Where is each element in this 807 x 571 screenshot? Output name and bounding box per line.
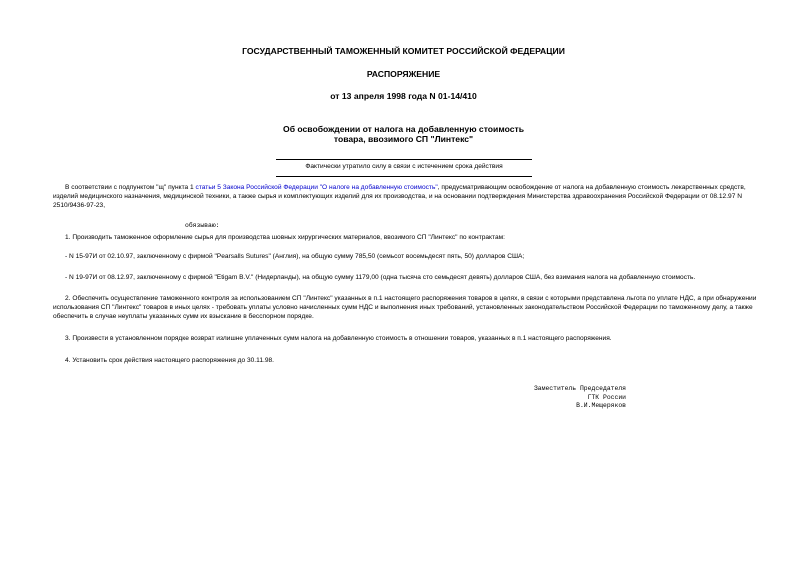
document-type: РАСПОРЯЖЕНИЕ [366,69,441,79]
signature-block [524,385,626,411]
preamble-text-end: , предусматривающим освобождение от налога на добавленную стоимость лекарственных средств, изделий медицинского назначения, медицинской техники, а также сырья и комплектующих изделий для их производства, и на основании подтверждения Министерства здравоохранения Российской Федерации от 08.12.97 N 2510/9436-97-23, [53,184,746,209]
issuer-heading: ГОСУДАРСТВЕННЫЙ ТАМОЖЕННЫЙ КОМИТЕТ РОССИЙСКОЙ ФЕДЕРАЦИИ [242,46,565,56]
status-note: Фактически утратило силу в связи с истечением срока действия [305,163,503,170]
item-4: 4. Установить срок действия настоящего распоряжения до 30.11.98. [65,357,274,364]
item-1: 1. Производить таможенное оформление сырья для производства шовных хирургических материалов, ввозимого СП "Линтекс" по контрактам: [65,234,505,241]
document-date-number: от 13 апреля 1998 года N 01-14/410 [330,91,477,101]
signatory-name: В.И.Мещеряков [576,402,626,410]
item-3: 3. Произвести в установленном порядке возврат излишне уплаченных сумм налога на добавленную стоимость в отношении товаров, указанных в п.1 настоящего распоряжения. [65,335,612,342]
status-rule-top [276,159,532,160]
item-2: 2. Обеспечить осуществление таможенного контроля за использованием СП "Линтекс" указанных в п.1 настоящего распоряжения товаров в целях, в связи с которыми представлена льгота по уплате НДС, а при обнаружении использования СП "Линтекс" товаров в иных целях - требовать уплаты условно начисленных сумм НДС и выполнения иных требований, установленных законодательством Российской Федерации по таможенному делу, а также обеспечить в случае неуплаты указанных сумм их взыскание в бесспорном порядке. [53,295,757,320]
item-1-contract-2: - N 19-97И от 08.12.97, заключенному с фирмой "Etigam B.V." (Нидерланды), на общую сумму 1179,00 (одна тысяча сто семьдесят девять) долларов США, без взимания налога на добавленную стоимость. [65,274,696,281]
document-title-line-1: Об освобождении от налога на добавленную стоимость [283,124,524,134]
resolve-word: обязываю: [185,222,220,229]
preamble-text-start: В соответствии с подпунктом "щ" пункта 1 [65,184,196,191]
signatory-position: Заместитель Председателя [533,385,626,392]
item-1-contract-1: - N 15-97И от 02.10.97, заключенному с фирмой "Pearsalls Sutures" (Англия), на общую сумму 785,50 (семьсот восемьдесят пять, 50) долларов США; [65,253,525,260]
status-rule-bottom [276,176,532,177]
law-article-link[interactable]: статьи 5 Закона Российской Федерации "О налоге на добавленную стоимость" [195,184,438,191]
signatory-organization: ГТК России [587,393,626,401]
preamble-paragraph [53,183,771,210]
document-title-line-2: товара, ввозимого СП "Линтекс" [333,134,474,144]
